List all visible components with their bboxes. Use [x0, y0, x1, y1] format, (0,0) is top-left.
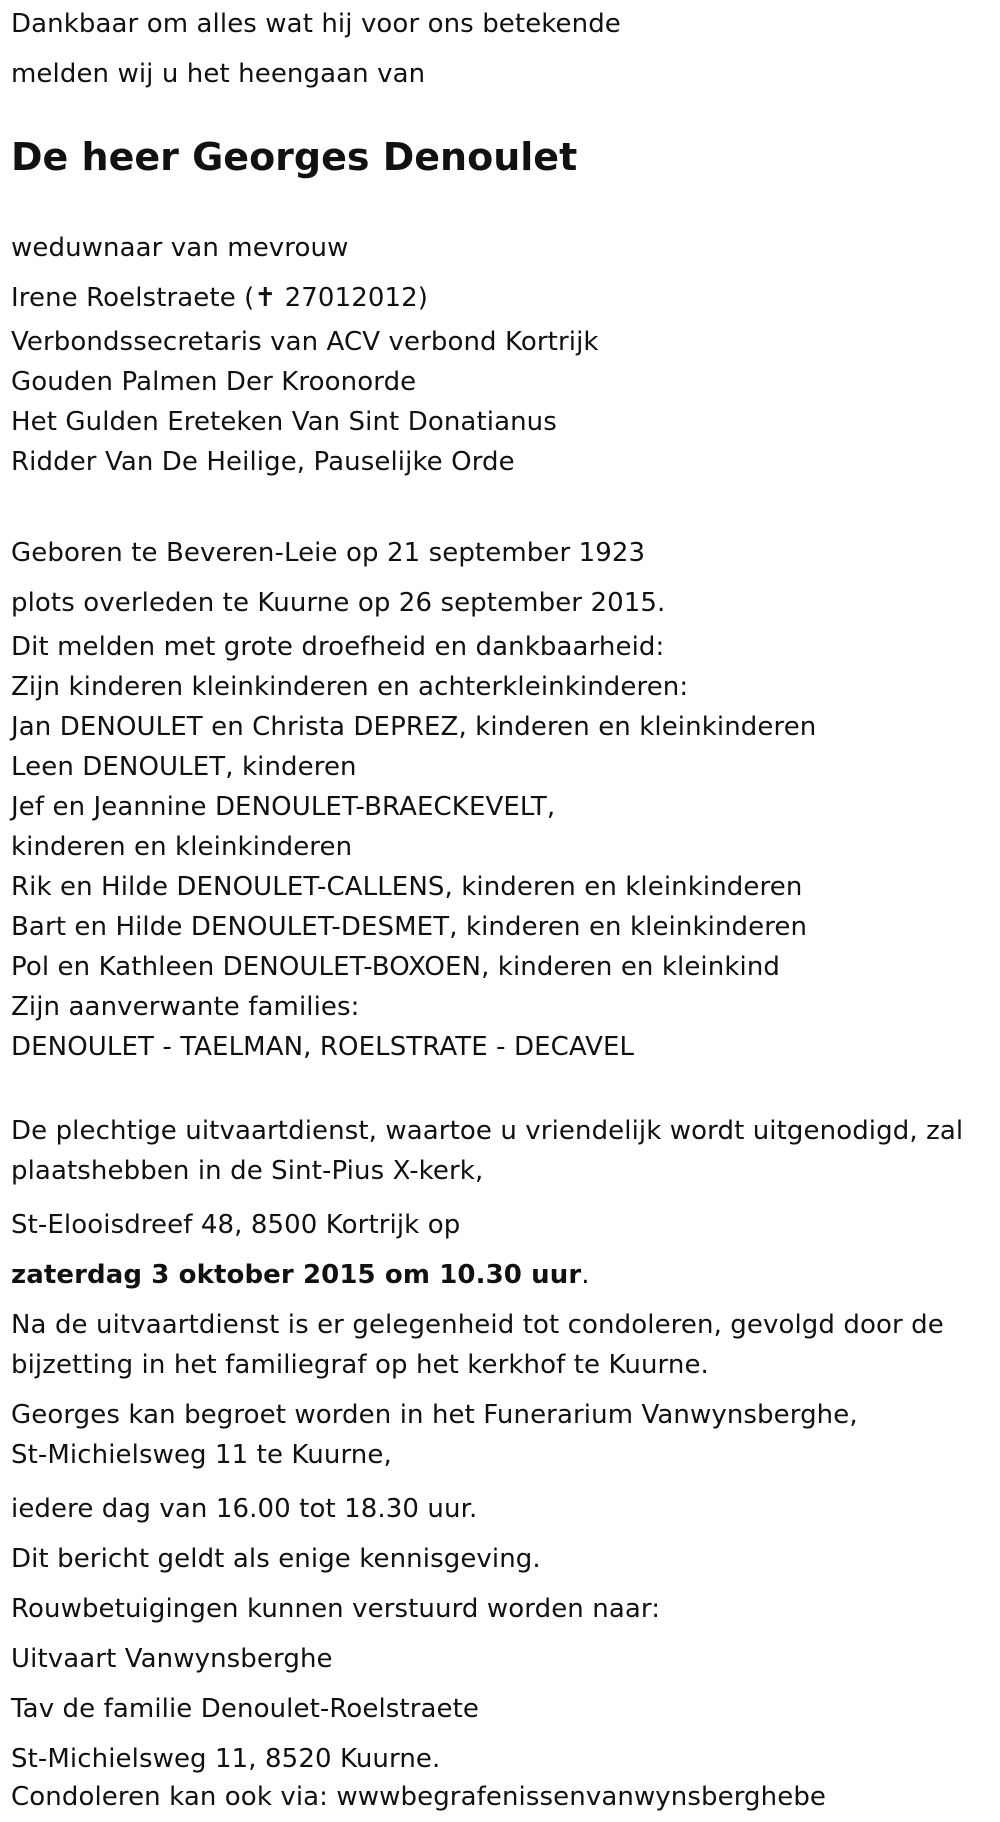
honour-line: Gouden Palmen Der Kroonorde [11, 367, 417, 397]
family-line: Rik en Hilde DENOULET-CALLENS, kinderen en kleinkinderen [11, 872, 803, 902]
born-line: Geboren te Beveren-Leie op 21 september 1923 [11, 538, 646, 568]
visiting-hours: iedere dag van 16.00 tot 18.30 uur. [11, 1494, 478, 1524]
condolence-address-label: Rouwbetuigingen kunnen verstuurd worden naar: [11, 1594, 661, 1624]
service-block [11, 1111, 963, 1191]
family-line: Pol en Kathleen DENOULET-BOXOEN, kinderen en kleinkind [11, 952, 780, 982]
after-service-block [11, 1305, 944, 1385]
died-line: plots overleden te Kuurne op 26 september 2015. [11, 588, 666, 618]
visitation-line: St-Michielsweg 11 te Kuurne, [11, 1440, 392, 1470]
visitation-block [11, 1395, 858, 1475]
family-line: Zijn kinderen kleinkinderen en achterkleinkinderen: [11, 672, 689, 702]
condolence-address-line: St-Michielsweg 11, 8520 Kuurne. [11, 1744, 441, 1774]
family-line: kinderen en kleinkinderen [11, 832, 353, 862]
spouse-line-2: Irene Roelstraete (✝ 27012012) [11, 283, 429, 313]
intro-line-1: Dankbaar om alles wat hij voor ons betekende [11, 9, 621, 39]
family-line: Zijn aanverwante families: [11, 992, 360, 1022]
honour-line: Ridder Van De Heilige, Pauselijke Orde [11, 447, 515, 477]
family-line: Jan DENOULET en Christa DEPREZ, kinderen en kleinkinderen [11, 712, 817, 742]
family-line: Bart en Hilde DENOULET-DESMET, kinderen en kleinkinderen [11, 912, 808, 942]
family-block [11, 627, 816, 1067]
honour-line: Het Gulden Ereteken Van Sint Donatianus [11, 407, 557, 437]
family-line: Leen DENOULET, kinderen [11, 752, 357, 782]
service-date-suffix: . [581, 1260, 590, 1290]
family-line: DENOULET - TAELMAN, ROELSTRATE - DECAVEL [11, 1032, 635, 1062]
service-address: St-Elooisdreef 48, 8500 Kortrijk op [11, 1210, 461, 1240]
deceased-name-title: De heer Georges Denoulet [11, 135, 578, 179]
service-date: zaterdag 3 oktober 2015 om 10.30 uur [11, 1260, 582, 1290]
intro-line-2: melden wij u het heengaan van [11, 59, 426, 89]
condolence-address-line: Tav de familie Denoulet-Roelstraete [11, 1694, 480, 1724]
honour-line: Verbondssecretaris van ACV verbond Kortrijk [11, 327, 599, 357]
notice-line: Dit bericht geldt als enige kennisgeving. [11, 1544, 541, 1574]
family-line: Jef en Jeannine DENOULET-BRAECKEVELT, [11, 792, 556, 822]
service-date-line [11, 1255, 590, 1295]
after-service-line: Na de uitvaartdienst is er gelegenheid tot condoleren, gevolgd door de [11, 1310, 944, 1340]
family-line: Dit melden met grote droefheid en dankbaarheid: [11, 632, 665, 662]
after-service-line: bijzetting in het familiegraf op het kerkhof te Kuurne. [11, 1350, 709, 1380]
service-line-1: De plechtige uitvaartdienst, waartoe u vriendelijk wordt uitgenodigd, zal [11, 1116, 964, 1146]
service-line-2: plaatshebben in de Sint-Pius X-kerk, [11, 1156, 484, 1186]
honours-block [11, 322, 599, 482]
spouse-line-1: weduwnaar van mevrouw [11, 233, 349, 263]
visitation-line: Georges kan begroet worden in het Funerarium Vanwynsberghe, [11, 1400, 858, 1430]
condolence-address-line: Uitvaart Vanwynsberghe [11, 1644, 333, 1674]
online-condolence-line: Condoleren kan ook via: wwwbegrafenissenvanwynsberghebe [11, 1782, 827, 1812]
